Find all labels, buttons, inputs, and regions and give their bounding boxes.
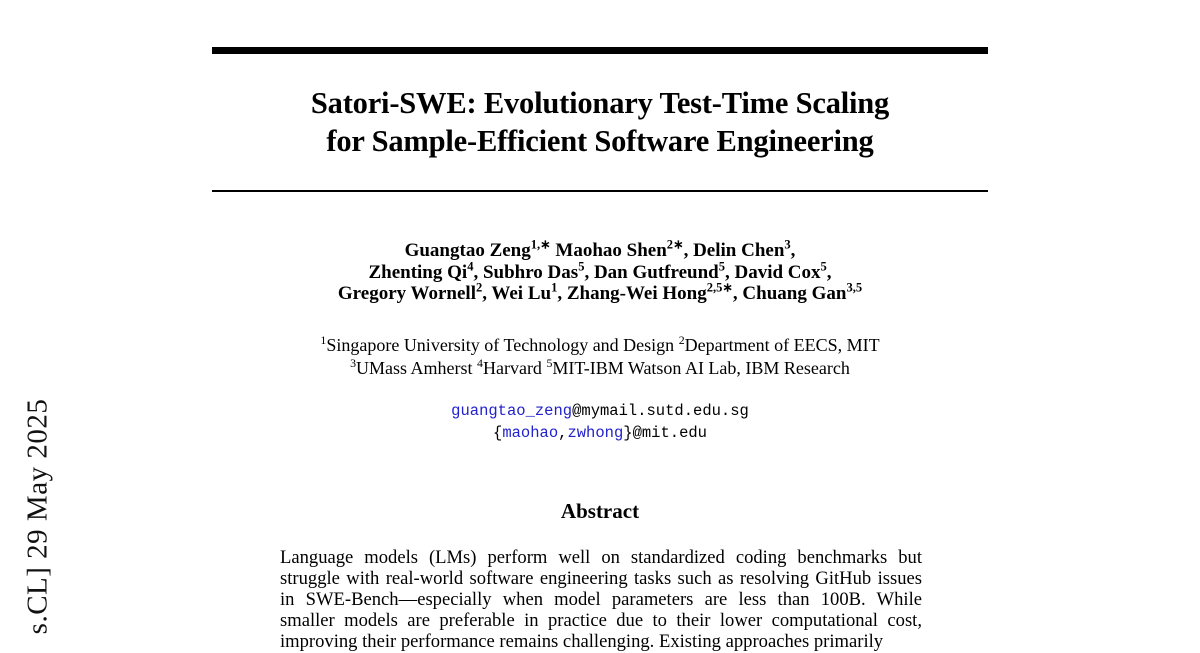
page-title xyxy=(212,84,988,160)
email-brace-open: { xyxy=(493,424,503,442)
author-line-2: Zhenting Qi$^4$, Subhro Das$^5$, Dan Gutfreund$^5$, David Cox$^5$, xyxy=(368,259,832,283)
abstract-paragraph: Language models (LMs) perform well on standardized coding benchmarks but struggle with real-world software engineering tasks such as resolving GitHub issues in SWE-Bench—especially when model parameters are less than 100B. While smaller models are preferable in practice due to their lower computational cost, improving their performance remains challenging. Existing approaches primarily xyxy=(280,547,922,652)
arxiv-stamp xyxy=(0,0,78,648)
email-line-2 xyxy=(212,422,988,444)
author-line-3: Gregory Wornell$^2$, Wei Lu$^1$, Zhang-Wei Hong$^{2,5∗}$, Chuang Gan$^{3,5}$ xyxy=(337,280,863,304)
title-line-1: Satori-SWE: Evolutionary Test-Time Scaling xyxy=(310,86,890,120)
email-domain-2: }@mit.edu xyxy=(623,424,707,442)
author-line-1: Guangtao Zeng$^{1,∗}$ Maohao Shen$^{2∗}$, Delin Chen$^3$, xyxy=(404,237,796,261)
affiliation-line-2: $^3$UMass Amherst $^4$Harvard $^5$MIT-IBM Watson AI Lab, IBM Research xyxy=(350,356,850,378)
abstract-body xyxy=(280,548,922,653)
email-separator: , xyxy=(558,424,568,442)
abstract-heading: Abstract xyxy=(560,499,640,523)
email-line-1 xyxy=(212,400,988,422)
arxiv-stamp-text: s.CL] 29 May 2025 xyxy=(21,398,54,635)
contact-emails xyxy=(212,400,988,444)
email-link-zwhong[interactable]: zwhong xyxy=(567,424,624,442)
title-top-rule xyxy=(212,47,988,54)
email-domain-1: @mymail.sutd.edu.sg xyxy=(572,402,749,420)
affiliation-line-1: $^1$Singapore University of Technology and Design $^2$Department of EECS, MIT xyxy=(320,333,880,355)
affiliation-list xyxy=(212,334,988,380)
article-column xyxy=(212,0,988,652)
title-line-2: for Sample-Efficient Software Engineering xyxy=(326,124,874,158)
author-list xyxy=(212,237,988,305)
email-link-maohao[interactable]: maohao xyxy=(502,424,559,442)
title-bottom-rule xyxy=(212,190,988,192)
email-link-guangtao[interactable]: guangtao_zeng xyxy=(451,402,573,420)
